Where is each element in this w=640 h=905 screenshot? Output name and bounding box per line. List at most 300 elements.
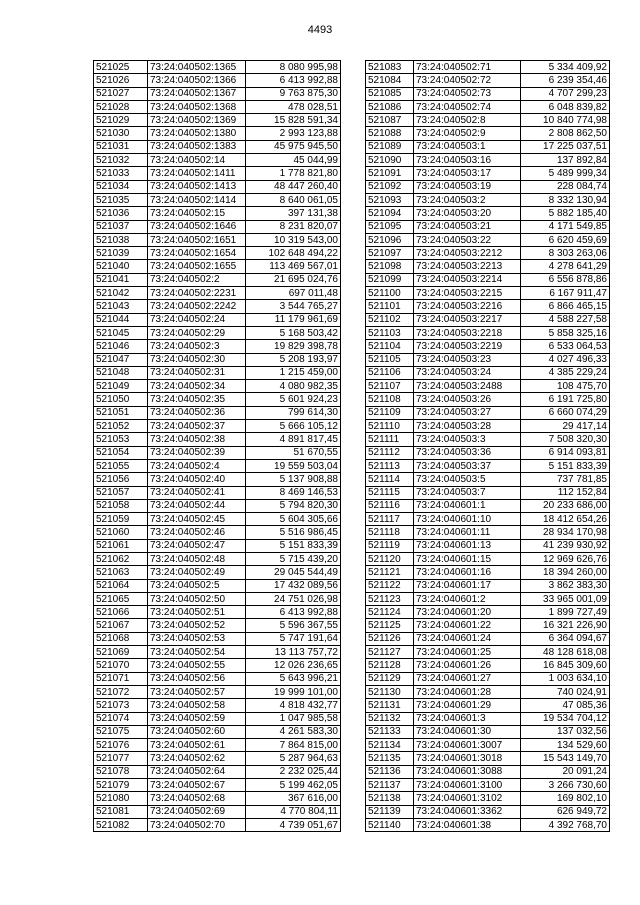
cadastral-number-cell: 73:24:040502:1651 <box>148 233 246 246</box>
value-cell: 367 616,00 <box>246 792 341 805</box>
cadastral-number-cell: 73:24:040502:50 <box>148 592 246 605</box>
cadastral-number-cell: 73:24:040502:31 <box>148 366 246 379</box>
table-row <box>94 193 341 206</box>
value-cell: 5 858 325,16 <box>521 326 610 339</box>
table-row <box>366 114 610 127</box>
cadastral-number-cell: 73:24:040502:49 <box>148 566 246 579</box>
value-cell: 18 394 260,00 <box>521 566 610 579</box>
cadastral-number-cell: 73:24:040502:4 <box>148 459 246 472</box>
table-row <box>94 606 341 619</box>
table-row <box>94 273 341 286</box>
record-number-cell: 521134 <box>366 739 414 752</box>
cadastral-number-cell: 73:24:040502:2231 <box>148 287 246 300</box>
value-cell: 8 080 995,98 <box>246 61 341 74</box>
cadastral-number-cell: 73:24:040503:5 <box>414 473 521 486</box>
value-cell: 8 303 263,06 <box>521 247 610 260</box>
record-number-cell: 521126 <box>366 632 414 645</box>
value-cell: 697 011,48 <box>246 287 341 300</box>
cadastral-number-cell: 73:24:040502:1380 <box>148 127 246 140</box>
cadastral-number-cell: 73:24:040502:1365 <box>148 61 246 74</box>
table-row <box>94 459 341 472</box>
table-row <box>94 207 341 220</box>
record-number-cell: 521098 <box>366 260 414 273</box>
value-cell: 6 413 992,88 <box>246 606 341 619</box>
cadastral-number-cell: 73:24:040502:35 <box>148 393 246 406</box>
cadastral-number-cell: 73:24:040502:44 <box>148 499 246 512</box>
value-cell: 6 048 839,82 <box>521 100 610 113</box>
record-number-cell: 521095 <box>366 220 414 233</box>
table-row <box>94 406 341 419</box>
table-row <box>94 340 341 353</box>
table-row <box>366 765 610 778</box>
value-cell: 16 845 309,60 <box>521 659 610 672</box>
record-number-cell: 521136 <box>366 765 414 778</box>
table-row <box>366 74 610 87</box>
record-number-cell: 521135 <box>366 752 414 765</box>
table-row <box>366 273 610 286</box>
value-cell: 5 747 191,64 <box>246 632 341 645</box>
cadastral-number-cell: 73:24:040503:2488 <box>414 380 521 393</box>
value-cell: 29 045 544,49 <box>246 566 341 579</box>
record-number-cell: 521030 <box>94 127 148 140</box>
record-number-cell: 521041 <box>94 273 148 286</box>
table-row <box>366 579 610 592</box>
value-cell: 48 128 618,08 <box>521 646 610 659</box>
record-number-cell: 521059 <box>94 513 148 526</box>
value-cell: 3 266 730,60 <box>521 779 610 792</box>
cadastral-number-cell: 73:24:040503:2216 <box>414 300 521 313</box>
value-cell: 5 489 999,34 <box>521 167 610 180</box>
value-cell: 8 231 820,07 <box>246 220 341 233</box>
record-number-cell: 521084 <box>366 74 414 87</box>
value-cell: 4 385 229,24 <box>521 366 610 379</box>
value-cell: 5 715 439,20 <box>246 552 341 565</box>
cadastral-number-cell: 73:24:040502:1367 <box>148 87 246 100</box>
value-cell: 6 556 878,86 <box>521 273 610 286</box>
record-number-cell: 521104 <box>366 340 414 353</box>
value-cell: 19 999 101,00 <box>246 685 341 698</box>
table-row <box>366 247 610 260</box>
cadastral-number-cell: 73:24:040502:47 <box>148 539 246 552</box>
value-cell: 2 808 862,50 <box>521 127 610 140</box>
table-row <box>94 672 341 685</box>
value-cell: 17 225 037,51 <box>521 140 610 153</box>
table-row <box>366 313 610 326</box>
value-cell: 8 332 130,94 <box>521 193 610 206</box>
cadastral-number-cell: 73:24:040503:2 <box>414 193 521 206</box>
cadastral-number-cell: 73:24:040502:62 <box>148 752 246 765</box>
cadastral-number-cell: 73:24:040502:1369 <box>148 114 246 127</box>
record-number-cell: 521066 <box>94 606 148 619</box>
table-row <box>94 486 341 499</box>
cadastral-number-cell: 73:24:040503:2218 <box>414 326 521 339</box>
value-cell: 4 770 804,11 <box>246 805 341 818</box>
table-row <box>94 233 341 246</box>
table-row <box>366 353 610 366</box>
cadastral-number-cell: 73:24:040502:1414 <box>148 193 246 206</box>
cadastral-number-cell: 73:24:040502:36 <box>148 406 246 419</box>
record-number-cell: 521111 <box>366 433 414 446</box>
table-row <box>94 725 341 738</box>
cadastral-number-cell: 73:24:040502:73 <box>414 87 521 100</box>
value-cell: 6 533 064,53 <box>521 340 610 353</box>
cadastral-number-cell: 73:24:040502:15 <box>148 207 246 220</box>
table-row <box>366 340 610 353</box>
cadastral-number-cell: 73:24:040502:53 <box>148 632 246 645</box>
value-cell: 5 287 964,63 <box>246 752 341 765</box>
value-cell: 4 261 583,30 <box>246 725 341 738</box>
value-cell: 5 168 503,42 <box>246 326 341 339</box>
value-cell: 3 544 765,27 <box>246 300 341 313</box>
record-number-cell: 521110 <box>366 420 414 433</box>
record-number-cell: 521112 <box>366 446 414 459</box>
value-cell: 6 914 093,81 <box>521 446 610 459</box>
value-cell: 4 080 982,35 <box>246 380 341 393</box>
cadastral-number-cell: 73:24:040502:40 <box>148 473 246 486</box>
cadastral-number-cell: 73:24:040502:61 <box>148 739 246 752</box>
cadastral-number-cell: 73:24:040502:60 <box>148 725 246 738</box>
record-number-cell: 521094 <box>366 207 414 220</box>
table-row <box>366 592 610 605</box>
cadastral-number-cell: 73:24:040502:2242 <box>148 300 246 313</box>
record-number-cell: 521044 <box>94 313 148 326</box>
value-cell: 799 614,30 <box>246 406 341 419</box>
table-row <box>94 632 341 645</box>
cadastral-number-cell: 73:24:040502:67 <box>148 779 246 792</box>
cadastral-number-cell: 73:24:040502:37 <box>148 420 246 433</box>
cadastral-number-cell: 73:24:040502:41 <box>148 486 246 499</box>
cadastral-number-cell: 73:24:040503:3 <box>414 433 521 446</box>
table-row <box>366 699 610 712</box>
record-number-cell: 521074 <box>94 712 148 725</box>
value-cell: 137 892,84 <box>521 154 610 167</box>
record-number-cell: 521140 <box>366 818 414 831</box>
value-cell: 5 666 105,12 <box>246 420 341 433</box>
table-row <box>366 459 610 472</box>
cadastral-number-cell: 73:24:040502:24 <box>148 313 246 326</box>
cadastral-number-cell: 73:24:040601:3362 <box>414 805 521 818</box>
value-cell: 4 392 768,70 <box>521 818 610 831</box>
record-number-cell: 521053 <box>94 433 148 446</box>
value-cell: 5 643 996,21 <box>246 672 341 685</box>
value-cell: 24 751 026,98 <box>246 592 341 605</box>
table-row <box>94 646 341 659</box>
cadastral-table-right <box>365 60 610 832</box>
cadastral-number-cell: 73:24:040503:19 <box>414 180 521 193</box>
cadastral-number-cell: 73:24:040502:1411 <box>148 167 246 180</box>
record-number-cell: 521127 <box>366 646 414 659</box>
table-row <box>94 420 341 433</box>
record-number-cell: 521100 <box>366 287 414 300</box>
record-number-cell: 521065 <box>94 592 148 605</box>
record-number-cell: 521047 <box>94 353 148 366</box>
value-cell: 5 596 367,55 <box>246 619 341 632</box>
cadastral-number-cell: 73:24:040502:72 <box>414 74 521 87</box>
table-row <box>366 646 610 659</box>
table-row <box>94 393 341 406</box>
value-cell: 5 794 820,30 <box>246 499 341 512</box>
record-number-cell: 521093 <box>366 193 414 206</box>
cadastral-number-cell: 73:24:040503:2219 <box>414 340 521 353</box>
value-cell: 5 516 986,45 <box>246 526 341 539</box>
value-cell: 4 891 817,45 <box>246 433 341 446</box>
cadastral-number-cell: 73:24:040503:37 <box>414 459 521 472</box>
table-row <box>366 499 610 512</box>
cadastral-number-cell: 73:24:040502:34 <box>148 380 246 393</box>
table-row <box>94 659 341 672</box>
value-cell: 6 866 465,15 <box>521 300 610 313</box>
record-number-cell: 521103 <box>366 326 414 339</box>
cadastral-number-cell: 73:24:040503:24 <box>414 366 521 379</box>
record-number-cell: 521050 <box>94 393 148 406</box>
cadastral-number-cell: 73:24:040502:48 <box>148 552 246 565</box>
table-row <box>366 87 610 100</box>
table-row <box>94 380 341 393</box>
record-number-cell: 521049 <box>94 380 148 393</box>
cadastral-number-cell: 73:24:040502:52 <box>148 619 246 632</box>
cadastral-number-cell: 73:24:040601:3100 <box>414 779 521 792</box>
table-row <box>366 393 610 406</box>
cadastral-number-cell: 73:24:040502:5 <box>148 579 246 592</box>
value-cell: 10 840 774,98 <box>521 114 610 127</box>
table-row <box>94 619 341 632</box>
cadastral-number-cell: 73:24:040601:20 <box>414 606 521 619</box>
cadastral-number-cell: 73:24:040503:28 <box>414 420 521 433</box>
cadastral-number-cell: 73:24:040601:3102 <box>414 792 521 805</box>
table-row <box>94 366 341 379</box>
table-row <box>366 513 610 526</box>
value-cell: 737 781,85 <box>521 473 610 486</box>
table-row <box>366 420 610 433</box>
value-cell: 4 588 227,58 <box>521 313 610 326</box>
cadastral-number-cell: 73:24:040601:24 <box>414 632 521 645</box>
table-row <box>366 805 610 818</box>
value-cell: 16 321 226,90 <box>521 619 610 632</box>
table-row <box>366 380 610 393</box>
record-number-cell: 521029 <box>94 114 148 127</box>
table-row <box>366 406 610 419</box>
value-cell: 13 113 757,72 <box>246 646 341 659</box>
value-cell: 5 151 833,39 <box>246 539 341 552</box>
cadastral-number-cell: 73:24:040601:3007 <box>414 739 521 752</box>
record-number-cell: 521060 <box>94 526 148 539</box>
record-number-cell: 521086 <box>366 100 414 113</box>
table-row <box>94 260 341 273</box>
table-row <box>94 685 341 698</box>
record-number-cell: 521042 <box>94 287 148 300</box>
table-row <box>94 74 341 87</box>
value-cell: 4 171 549,85 <box>521 220 610 233</box>
value-cell: 5 137 908,88 <box>246 473 341 486</box>
cadastral-number-cell: 73:24:040502:58 <box>148 699 246 712</box>
value-cell: 137 032,56 <box>521 725 610 738</box>
record-number-cell: 521106 <box>366 366 414 379</box>
cadastral-number-cell: 73:24:040503:16 <box>414 154 521 167</box>
record-number-cell: 521032 <box>94 154 148 167</box>
value-cell: 6 364 094,67 <box>521 632 610 645</box>
cadastral-number-cell: 73:24:040503:21 <box>414 220 521 233</box>
record-number-cell: 521108 <box>366 393 414 406</box>
cadastral-number-cell: 73:24:040601:1 <box>414 499 521 512</box>
table-row <box>94 552 341 565</box>
cadastral-number-cell: 73:24:040502:46 <box>148 526 246 539</box>
table-row <box>366 326 610 339</box>
record-number-cell: 521048 <box>94 366 148 379</box>
table-row <box>366 566 610 579</box>
value-cell: 5 882 185,40 <box>521 207 610 220</box>
cadastral-number-cell: 73:24:040502:54 <box>148 646 246 659</box>
value-cell: 1 047 985,58 <box>246 712 341 725</box>
table-row <box>94 100 341 113</box>
record-number-cell: 521120 <box>366 552 414 565</box>
record-number-cell: 521067 <box>94 619 148 632</box>
value-cell: 6 239 354,46 <box>521 74 610 87</box>
record-number-cell: 521124 <box>366 606 414 619</box>
record-number-cell: 521056 <box>94 473 148 486</box>
cadastral-number-cell: 73:24:040502:2 <box>148 273 246 286</box>
cadastral-number-cell: 73:24:040502:1383 <box>148 140 246 153</box>
cadastral-number-cell: 73:24:040502:39 <box>148 446 246 459</box>
table-row <box>366 606 610 619</box>
record-number-cell: 521026 <box>94 74 148 87</box>
value-cell: 12 969 626,76 <box>521 552 610 565</box>
value-cell: 8 640 061,05 <box>246 193 341 206</box>
value-cell: 6 167 911,47 <box>521 287 610 300</box>
cadastral-number-cell: 73:24:040502:68 <box>148 792 246 805</box>
table-row <box>94 180 341 193</box>
record-number-cell: 521034 <box>94 180 148 193</box>
cadastral-number-cell: 73:24:040601:27 <box>414 672 521 685</box>
value-cell: 134 529,60 <box>521 739 610 752</box>
cadastral-number-cell: 73:24:040601:3088 <box>414 765 521 778</box>
cadastral-number-cell: 73:24:040502:1368 <box>148 100 246 113</box>
value-cell: 6 413 992,88 <box>246 74 341 87</box>
value-cell: 21 695 024,76 <box>246 273 341 286</box>
table-row <box>366 685 610 698</box>
record-number-cell: 521076 <box>94 739 148 752</box>
table-row <box>94 739 341 752</box>
cadastral-number-cell: 73:24:040601:11 <box>414 526 521 539</box>
cadastral-number-cell: 73:24:040502:55 <box>148 659 246 672</box>
table-row <box>366 539 610 552</box>
record-number-cell: 521091 <box>366 167 414 180</box>
value-cell: 3 862 383,30 <box>521 579 610 592</box>
value-cell: 47 085,36 <box>521 699 610 712</box>
table-row <box>366 193 610 206</box>
record-number-cell: 521079 <box>94 779 148 792</box>
value-cell: 397 131,38 <box>246 207 341 220</box>
value-cell: 6 620 459,69 <box>521 233 610 246</box>
table-row <box>366 792 610 805</box>
record-number-cell: 521138 <box>366 792 414 805</box>
record-number-cell: 521101 <box>366 300 414 313</box>
record-number-cell: 521125 <box>366 619 414 632</box>
record-number-cell: 521073 <box>94 699 148 712</box>
record-number-cell: 521038 <box>94 233 148 246</box>
record-number-cell: 521102 <box>366 313 414 326</box>
table-row <box>366 140 610 153</box>
record-number-cell: 521139 <box>366 805 414 818</box>
record-number-cell: 521109 <box>366 406 414 419</box>
cadastral-number-cell: 73:24:040503:2212 <box>414 247 521 260</box>
table-row <box>94 818 341 831</box>
value-cell: 11 179 961,69 <box>246 313 341 326</box>
cadastral-number-cell: 73:24:040503:7 <box>414 486 521 499</box>
value-cell: 7 864 815,00 <box>246 739 341 752</box>
value-cell: 18 412 654,26 <box>521 513 610 526</box>
table-row <box>94 114 341 127</box>
cadastral-number-cell: 73:24:040601:25 <box>414 646 521 659</box>
value-cell: 5 199 462,05 <box>246 779 341 792</box>
table-row <box>366 220 610 233</box>
table-row <box>94 61 341 74</box>
value-cell: 5 208 193,97 <box>246 353 341 366</box>
record-number-cell: 521077 <box>94 752 148 765</box>
table-row <box>366 167 610 180</box>
value-cell: 33 965 001,09 <box>521 592 610 605</box>
value-cell: 478 028,51 <box>246 100 341 113</box>
cadastral-number-cell: 73:24:040502:1655 <box>148 260 246 273</box>
table-row <box>94 140 341 153</box>
record-number-cell: 521046 <box>94 340 148 353</box>
record-number-cell: 521129 <box>366 672 414 685</box>
cadastral-table-left <box>93 60 341 832</box>
value-cell: 5 604 305,66 <box>246 513 341 526</box>
table-row <box>94 446 341 459</box>
record-number-cell: 521088 <box>366 127 414 140</box>
record-number-cell: 521132 <box>366 712 414 725</box>
record-number-cell: 521121 <box>366 566 414 579</box>
value-cell: 51 670,55 <box>246 446 341 459</box>
value-cell: 2 993 123,88 <box>246 127 341 140</box>
value-cell: 6 191 725,80 <box>521 393 610 406</box>
cadastral-number-cell: 73:24:040503:23 <box>414 353 521 366</box>
record-number-cell: 521070 <box>94 659 148 672</box>
record-number-cell: 521052 <box>94 420 148 433</box>
cadastral-number-cell: 73:24:040502:14 <box>148 154 246 167</box>
table-row <box>366 672 610 685</box>
table-row <box>366 446 610 459</box>
record-number-cell: 521064 <box>94 579 148 592</box>
value-cell: 626 949,72 <box>521 805 610 818</box>
record-number-cell: 521027 <box>94 87 148 100</box>
record-number-cell: 521068 <box>94 632 148 645</box>
table-row <box>366 233 610 246</box>
value-cell: 45 044,99 <box>246 154 341 167</box>
record-number-cell: 521071 <box>94 672 148 685</box>
record-number-cell: 521114 <box>366 473 414 486</box>
record-number-cell: 521080 <box>94 792 148 805</box>
value-cell: 108 475,70 <box>521 380 610 393</box>
table-row <box>94 247 341 260</box>
record-number-cell: 521055 <box>94 459 148 472</box>
cadastral-number-cell: 73:24:040502:29 <box>148 326 246 339</box>
record-number-cell: 521057 <box>94 486 148 499</box>
table-row <box>366 659 610 672</box>
table-row <box>94 167 341 180</box>
record-number-cell: 521128 <box>366 659 414 672</box>
cadastral-number-cell: 73:24:040502:51 <box>148 606 246 619</box>
page-number: 4493 <box>307 24 333 36</box>
cadastral-number-cell: 73:24:040502:69 <box>148 805 246 818</box>
table-row <box>94 579 341 592</box>
table-row <box>366 526 610 539</box>
record-number-cell: 521116 <box>366 499 414 512</box>
cadastral-number-cell: 73:24:040502:1654 <box>148 247 246 260</box>
value-cell: 7 508 320,30 <box>521 433 610 446</box>
table-row <box>94 526 341 539</box>
value-cell: 6 660 074,29 <box>521 406 610 419</box>
